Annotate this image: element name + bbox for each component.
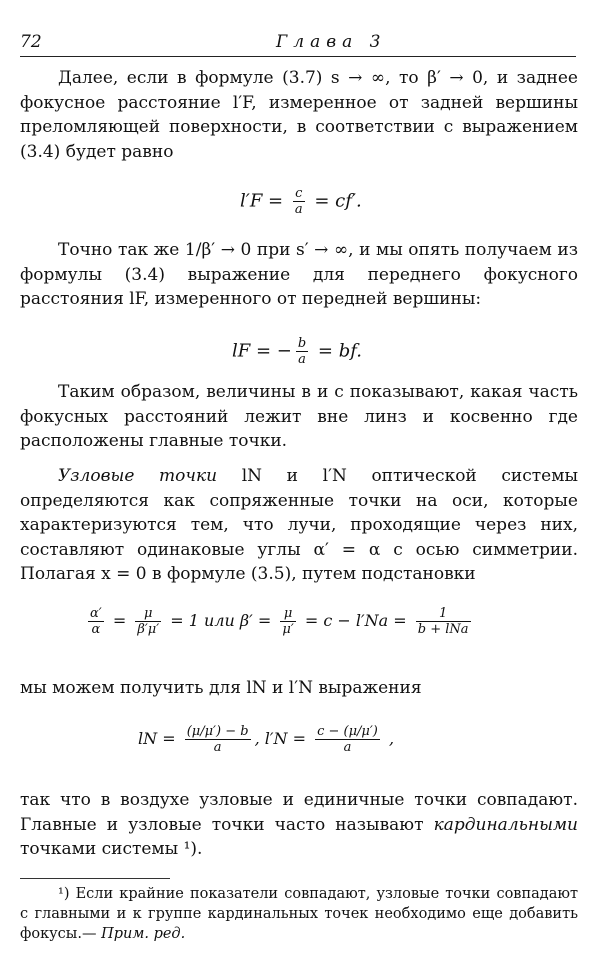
editor-note: Прим. ред. (101, 926, 186, 942)
numerator: α′ (90, 606, 102, 621)
numerator: b (297, 336, 307, 351)
chapter-title: Глава 3 (276, 32, 387, 52)
header-rule (20, 56, 576, 57)
paragraph-cardinal-points (20, 788, 578, 862)
paragraph-text: так что в воздухе узловые и единичные точки совпадают. Главные и узловые точки часто называют (20, 790, 578, 835)
footnote-rule (20, 878, 170, 879)
term-cardinal: кардинальными (433, 814, 578, 835)
formula-text: = 1 или β′ = (165, 611, 277, 630)
denominator: μ′ (282, 622, 294, 637)
denominator: b + lNa (417, 622, 469, 637)
fraction (185, 724, 251, 755)
formula-angle-ratio (84, 606, 475, 637)
footnote (20, 884, 578, 944)
denominator: a (298, 352, 306, 367)
denominator: a (294, 202, 303, 217)
numerator: μ (280, 606, 295, 622)
running-header (20, 32, 576, 54)
footnote-body (20, 884, 578, 944)
term-nodal-points: Узловые точки (58, 466, 218, 486)
formula-front-focal-length (232, 336, 362, 367)
formula-text: = (107, 611, 132, 630)
paragraph-text: lN и l′N оптической системы определяются как сопряженные точки на оси, которые характеризуются тем, что лучи, проходящие через них, составляют одинаковые углы α′ = α с осью симметрии. Полагая x = 0 в формуле (3.5), путем подстановки (20, 466, 578, 584)
fraction (293, 186, 305, 217)
paragraph-rear-focal: Далее, если в формуле (3.7) s → ∞, то β′ → 0, и заднее фокусное расстояние l′F, измеренное от задней вершины преломляющей поверхности, в соответствии с выражением (3.4) будет равно (20, 68, 578, 162)
formula-nodal-positions (138, 724, 394, 755)
paragraph-nodal-points (20, 464, 578, 587)
footnote-text: ¹) Если крайние показатели совпадают, узловые точки совпадают с главными и к группе кардинальных точек необходимо еще добавить фокусы.— (20, 886, 578, 942)
formula-text: , l′N = (254, 729, 312, 748)
formula-lhs: lF = − (232, 340, 292, 362)
fraction (296, 336, 308, 367)
fraction (416, 606, 471, 637)
formula-text: = c − l′Na = (299, 611, 412, 630)
fraction (135, 606, 161, 637)
formula-rhs: = cf′. (308, 190, 362, 212)
formula-text: lN = (138, 729, 181, 748)
formula-rear-focal-length (240, 186, 362, 217)
numerator: (μ/μ′) − b (186, 724, 249, 739)
paragraph-front-focal: Точно так же 1/β′ → 0 при s′ → ∞, и мы опять получаем из формулы (3.4) выражение для переднего фокусного расстояния lF, измеренного от передней вершины: (20, 240, 578, 309)
denominator: a (213, 740, 222, 755)
formula-text: , (383, 729, 395, 748)
numerator: 1 (416, 606, 471, 622)
fraction (280, 606, 295, 637)
denominator: β′μ′ (137, 622, 160, 637)
denominator: α (91, 622, 101, 637)
formula-lhs: l′F = (240, 190, 289, 212)
paragraph-text: точками системы ¹). (20, 839, 203, 859)
page-number: 72 (20, 32, 42, 52)
fraction (88, 606, 104, 637)
denominator: a (343, 740, 352, 755)
formula-rhs: = bf. (312, 340, 362, 362)
numerator: c − (μ/μ′) (317, 724, 378, 739)
paragraph-conclusion: Таким образом, величины в и с показывают, какая часть фокусных расстояний лежит вне линз и косвенно где расположены главные точки. (20, 382, 578, 451)
fraction (315, 724, 380, 755)
paragraph-expressions: мы можем получить для lN и l′N выражения (20, 678, 422, 698)
numerator: μ (135, 606, 161, 622)
numerator: c (293, 186, 305, 202)
